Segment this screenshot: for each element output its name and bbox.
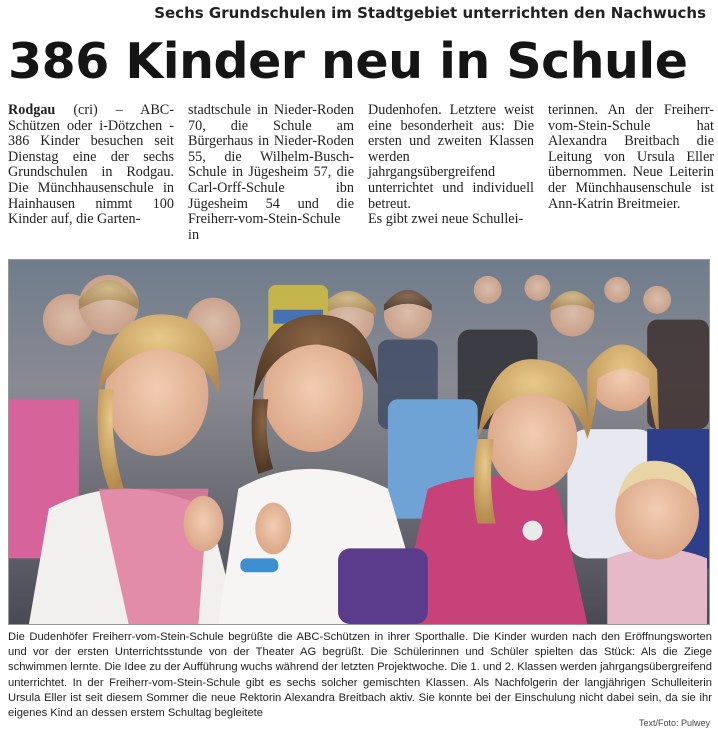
photo-caption: Die Dudenhöfer Freiherr-vom-Stein-Schule begrüßte die ABC-Schützen in ihrer Sporthalle. Die Kinder wurden nach den Eröffnungsworten und vor der ersten Unterrichtsstunde von der Theater AG begrüßt. Die Schülerinnen und Schüler spielten das Stück: Als die Ziege schwimmen lernte. Die Idee zu der Aufführung wuchs während der letzten Projektwoche. Die 1. und 2. Klassen werden jahrgangsübergreifend unterrichtet. In der Freiherr-vom-Stein-Schule gibt es sechs solcher gemischten Klassen. Als Nachfolgerin der langjährigen Schulleiterin Ursula Eller ist seit diesem Sommer die neue Rektorin Alexandra Breitbach aktiv. Sie konnte bei der Einschulung nicht dabei sein, da sie ihr eigenes Kind an dessen erstem Schultag begleitete xyxy=(8,631,712,720)
dateline: Rodgau xyxy=(8,102,56,118)
article-body xyxy=(8,103,714,248)
headline: 386 Kinder neu in Schule xyxy=(8,33,688,90)
article-column-3 xyxy=(368,103,534,248)
article-column-3-para-2: Es gibt zwei neue Schullei- xyxy=(368,211,524,228)
article-column-4: terinnen. An der Freiherr-vom-Stein-Schule hat Alexandra Breitbach die Leitung von Ursula Eller übernommen. Neue Leiterin der Münchhausenschule ist Ann-Katrin Breitmeier. xyxy=(548,102,714,212)
photo-credit: Text/Foto: Pulwey xyxy=(638,718,710,728)
kicker: Sechs Grundschulen im Stadtgebiet unterrichten den Nachwuchs xyxy=(154,4,706,22)
article-column-2: stadtschule in Nieder-Roden 70, die Schule am Bürgerhaus in Nieder-Roden 55, die Wilhelm-Busch-Schule in Jügesheim 57, die Carl-Orff-Schule ibn Jügesheim 54 und die Freiherr-vom-Stein-Schule in xyxy=(188,102,354,243)
news-photo xyxy=(8,259,710,625)
article-column-3-para-1: Dudenhofen. Letztere weist eine besonderheit aus: Die ersten und zweiten Klassen werden jahrgangsübergreifend unterrichtet und individuell betreut. xyxy=(368,102,534,212)
article-column-1-text: (cri) – ABC-Schützen oder i-Dötzchen - 386 Kinder besuchen seit Dienstag eine der sechs Grundschulen in Rodgau. Die Münchhausenschule in Hainhausen nimmt 100 Kinder auf, die Garten- xyxy=(8,102,174,228)
article-column-1 xyxy=(8,103,174,248)
photo-children-audience-icon xyxy=(9,260,709,624)
